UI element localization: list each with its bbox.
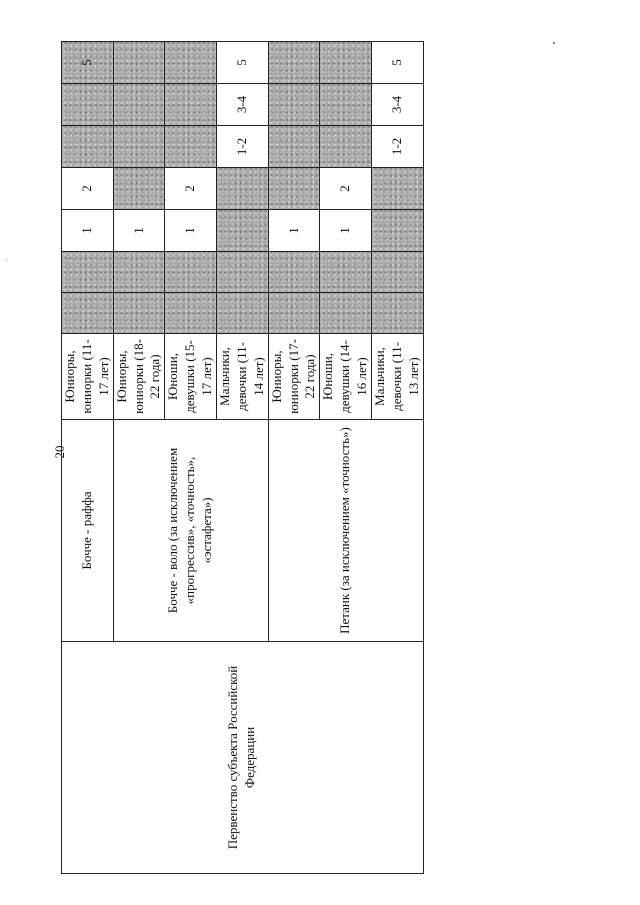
age-group-cell: Мальчики, девочки (11-14 лет): [217, 334, 269, 420]
value-cell: [320, 293, 372, 334]
value-cell: [268, 84, 320, 126]
value-cell: [165, 252, 217, 293]
value-cell: 1-2: [217, 126, 269, 168]
value-cell: [320, 252, 372, 293]
value-cell: 1: [113, 210, 165, 252]
value-cell: [372, 168, 424, 210]
scan-speck: [6, 260, 7, 261]
value-cell: 1-2: [372, 126, 424, 168]
age-group-cell: Юноши, девушки (14-16 лет): [320, 334, 372, 420]
value-cell: 2: [320, 168, 372, 210]
value-cell: [113, 42, 165, 84]
value-cell: [372, 210, 424, 252]
sports-category-table: [61, 41, 424, 874]
value-cell: [217, 293, 269, 334]
page-number: 20: [52, 445, 67, 459]
competition-cell: Первенство субъекта Российской Федерации: [62, 642, 424, 874]
value-cell: [113, 126, 165, 168]
scan-speck: [553, 42, 555, 44]
value-cell: [320, 84, 372, 126]
value-cell: [268, 42, 320, 84]
table-row: [62, 42, 114, 874]
age-group-cell: Мальчики, девочки (11-13 лет): [372, 334, 424, 420]
rotated-table-container: [61, 42, 421, 874]
value-cell: 5: [372, 42, 424, 84]
discipline-cell: Петанк (за исключением «точность»): [268, 420, 423, 642]
value-cell: [268, 168, 320, 210]
value-cell: [113, 293, 165, 334]
value-cell: [113, 168, 165, 210]
value-cell: [268, 126, 320, 168]
value-cell: [372, 252, 424, 293]
value-cell: [113, 252, 165, 293]
age-group-cell: Юниоры, юниорки (17-22 года): [268, 334, 320, 420]
value-cell: [62, 84, 114, 126]
value-cell: 1: [320, 210, 372, 252]
value-cell: [165, 84, 217, 126]
discipline-cell: Бочче - раффа: [62, 420, 114, 642]
value-cell: [62, 252, 114, 293]
value-cell: [165, 293, 217, 334]
age-group-cell: Юноши, девушки (15-17 лет): [165, 334, 217, 420]
value-cell: 3-4: [217, 84, 269, 126]
value-cell: 1: [165, 210, 217, 252]
value-cell: [217, 210, 269, 252]
value-cell: [268, 252, 320, 293]
value-cell: [320, 42, 372, 84]
age-group-cell: Юниоры, юниорки (11-17 лет): [62, 334, 114, 420]
value-cell: 1: [268, 210, 320, 252]
discipline-cell: Бочче - воло (за исключением «прогрессив», «точность», «эстафета»): [113, 420, 268, 642]
value-cell: 5: [217, 42, 269, 84]
value-cell: [62, 126, 114, 168]
value-cell: [268, 293, 320, 334]
value-cell: [217, 168, 269, 210]
value-cell: 5: [62, 42, 114, 84]
value-cell: [372, 293, 424, 334]
value-cell: 1: [62, 210, 114, 252]
age-group-cell: Юниоры, юниорки (18-22 года): [113, 334, 165, 420]
value-cell: [217, 252, 269, 293]
value-cell: 2: [62, 168, 114, 210]
value-cell: [113, 84, 165, 126]
value-cell: 2: [165, 168, 217, 210]
value-cell: [165, 42, 217, 84]
value-cell: [62, 293, 114, 334]
value-cell: 3-4: [372, 84, 424, 126]
value-cell: [165, 126, 217, 168]
value-cell: [320, 126, 372, 168]
